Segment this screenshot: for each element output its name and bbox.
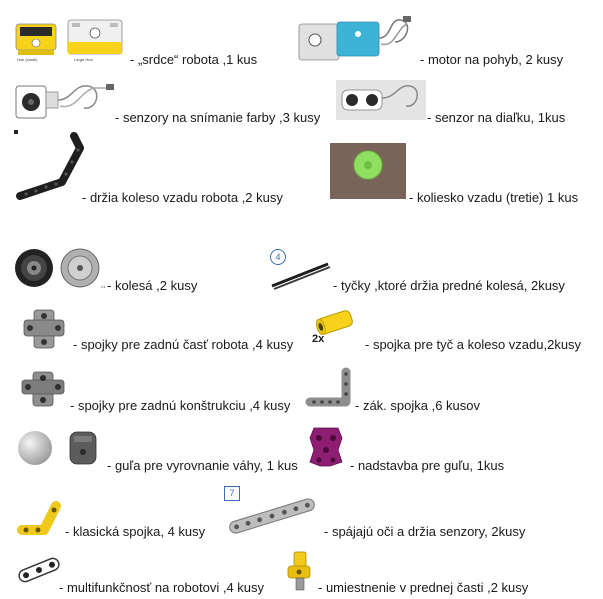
item-label-motor: - motor na pohyb, 2 kusy [420, 52, 564, 67]
front-mount-image [282, 548, 318, 594]
ball-mount-image [304, 422, 348, 470]
weight-ball-image [16, 426, 104, 470]
hub-images [14, 16, 126, 60]
item-label-ball-mount: - nadstavba pre guľu, 1kus [350, 458, 505, 473]
distance-sensor-image [336, 80, 426, 120]
item-label-multifunction-connector: - multifunkčnosť na robotovi ,4 kusy [59, 580, 265, 595]
item-label-l-beam: - zák. spojka ,6 kusov [355, 398, 480, 413]
hub-small-caption: Hub (small) [17, 57, 38, 62]
item-label-straight-beam: - spájajú oči a držia senzory, 2kusy [324, 524, 526, 539]
multifunction-connector-image [14, 550, 64, 590]
caster-ball-image [330, 143, 406, 199]
item-label-color-sensor: - senzory na snímanie farby ,3 kusy [115, 110, 321, 125]
item-label-rear-structure-connector: - spojky pre zadnú konštrukciu ,4 kusy [70, 398, 291, 413]
item-label-front-mount: - umiestnenie v prednej časti ,2 kusy [318, 580, 529, 595]
wheel-code: x1 [101, 284, 106, 289]
beam-count: 7 [229, 488, 235, 498]
item-label-distance-sensor: - senzor na diaľku, 1kus [427, 110, 566, 125]
classic-connector-image [16, 496, 64, 536]
wheels-image [14, 244, 106, 290]
pin-count: 2x [312, 333, 325, 345]
item-label-rear-wheel-holder: - držia koleso vzadu robota ,2 kusy [82, 190, 283, 205]
item-label-hub: - „srdce“ robota ,1 kus [130, 52, 258, 67]
straight-beam-image [222, 494, 322, 538]
rear-wheel-holder-image [14, 130, 84, 202]
color-sensor-image [14, 80, 118, 122]
item-label-weight-ball: - guľa pre vyrovnanie váhy, 1 kus [107, 458, 298, 473]
rear-structure-connector-image [18, 366, 68, 410]
rod-count: 4 [275, 252, 281, 262]
rod-image [268, 258, 332, 290]
motor-image [297, 14, 415, 66]
l-beam-image [302, 366, 356, 408]
item-label-rod: - tyčky ,ktoré držia predné kolesá, 2kusy [333, 278, 565, 293]
item-label-classic-connector: - klasická spojka, 4 kusy [65, 524, 206, 539]
item-label-caster-ball: - koliesko vzadu (tretie) 1 kus [409, 190, 579, 205]
item-label-wheels: - kolesá ,2 kusy [107, 278, 198, 293]
hub-large-caption: Large Hub [74, 57, 93, 62]
item-label-rear-connector: - spojky pre zadnú časť robota ,4 kusy [73, 337, 294, 352]
rear-connector-image [20, 306, 68, 352]
item-label-rod-pin-connector: - spojka pre tyč a koleso vzadu,2kusy [365, 337, 582, 352]
